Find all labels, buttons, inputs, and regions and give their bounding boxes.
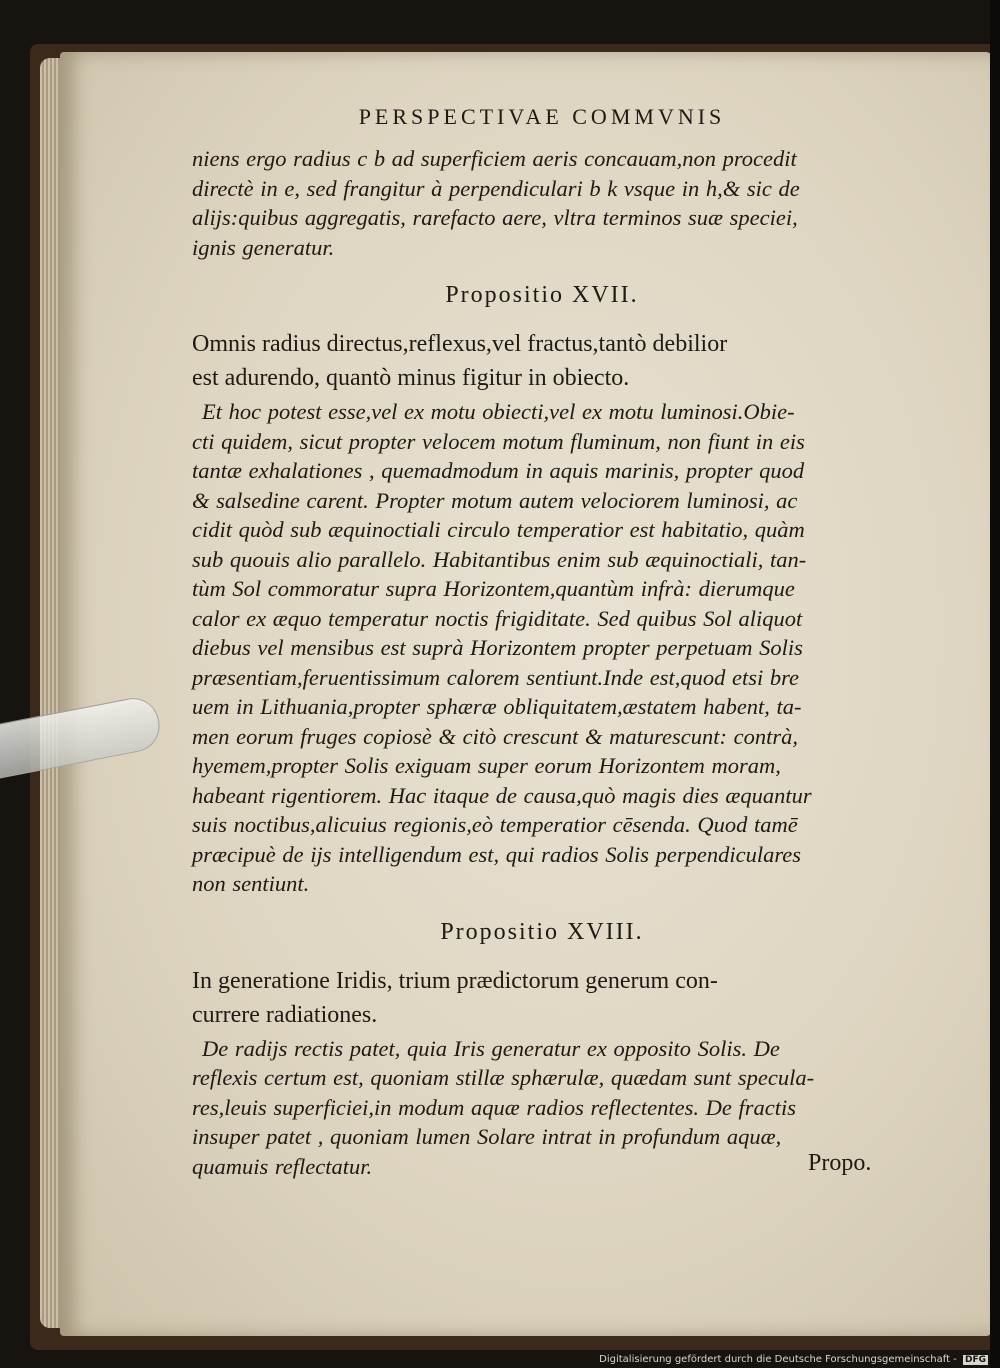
text-line: In generatione Iridis, trium prædictorum generum con- (192, 967, 718, 994)
text-line: alijs:quibus aggregatis, rarefacto aere, vltra terminos suæ speciei, (192, 205, 798, 230)
text-line: sub quouis alio parallelo. Habitantibus enim sub æquinoctiali, tan- (192, 546, 807, 572)
text-line: tùm Sol commoratur supra Horizontem,quantùm infrà: dierumque (192, 576, 795, 601)
text-line: hyemem,propter Solis exiguam super eorum Horizontem moram, (192, 753, 781, 778)
text-line: Et hoc potest esse,vel ex motu obiecti,vel ex motu luminosi.Obie- (202, 399, 795, 424)
text-line: non sentiunt. (192, 871, 310, 896)
catchword: Propo. (808, 1150, 872, 1176)
text-line: reflexis certum est, quoniam stillæ sphærulæ, quædam sunt specula- (192, 1065, 815, 1090)
text-line: diebus vel mensibus est suprà Horizontem propter perpetuam Solis (192, 635, 803, 660)
proposition-enunciation (192, 966, 892, 1030)
scan-edge (990, 0, 1000, 1368)
dfg-logo: DFG (964, 1355, 986, 1365)
text-line: directè in e, sed frangitur à perpendiculari b k vsque in h,& sic de (192, 175, 800, 201)
text-line: quamuis reflectatur. (192, 1153, 373, 1179)
text-line: res,leuis superficiei,in modum aquæ radios reflectentes. De fractis (192, 1094, 797, 1120)
text-line: est adurendo, quantò minus figitur in obiecto. (192, 365, 630, 391)
text-line: men eorum fruges copiosè & citò crescunt & maturescunt: contrà, (192, 723, 798, 749)
text-line: cidit quòd sub æquinoctiali circulo temperatior est habitatio, quàm (192, 517, 805, 542)
text-line: insuper patet , quoniam lumen Solare intrat in profundum aquæ, (192, 1124, 782, 1149)
text-line: tantæ exhalationes , quemadmodum in aquis marinis, propter quod (192, 458, 805, 483)
text-line: præcipuè de ijs intelligendum est, qui radios Solis perpendiculares (192, 841, 801, 867)
proposition-enunciation (192, 329, 892, 393)
text-line: Omnis radius directus,reflexus,vel fractus,tantò debilior (192, 331, 728, 357)
text-line: ignis generatur. (192, 234, 335, 260)
text-line: cti quidem, sicut propter velocem motum fluminum, non fiunt in eis (192, 428, 805, 454)
credit-text: Digitalisierung gefördert durch die Deutsche Forschungsgemeinschaft - (599, 1354, 957, 1365)
running-head: PERSPECTIVAE COMMVNIS (358, 104, 726, 129)
proposition-heading: Propositio XVIII. (440, 918, 644, 945)
text-line: præsentiam,feruentissimum calorem sentiunt.Inde est,quod etsi bre (192, 664, 800, 690)
text-line: habeant rigentiorem. Hac itaque de causa,quò magis dies æquantur (192, 782, 812, 808)
text-line: uem in Lithuania,propter sphæræ obliquitatem,æstatem habent, ta- (192, 694, 802, 719)
text-line: suis noctibus,alicuius regionis,eò temperatior cēsenda. Quod tamē (192, 812, 798, 837)
digitization-credit (599, 1354, 988, 1365)
text-line: currere radiationes. (192, 1001, 378, 1028)
text-line: niens ergo radius c b ad superficiem aeris concauam,non procedit (192, 146, 797, 171)
text-line: & salsedine carent. Propter motum autem velociorem luminosi, ac (192, 487, 798, 513)
text-block (192, 104, 892, 1181)
proposition-body (192, 1034, 892, 1182)
proposition-heading: Propositio XVII. (445, 282, 639, 308)
proposition-body (192, 397, 892, 899)
text-line: De radijs rectis patet, quia Iris generatur ex opposito Solis. De (202, 1035, 780, 1061)
text-line: calor ex æquo temperatur noctis frigiditate. Sed quibus Sol aliquot (192, 605, 803, 631)
continuation-paragraph (192, 144, 892, 262)
